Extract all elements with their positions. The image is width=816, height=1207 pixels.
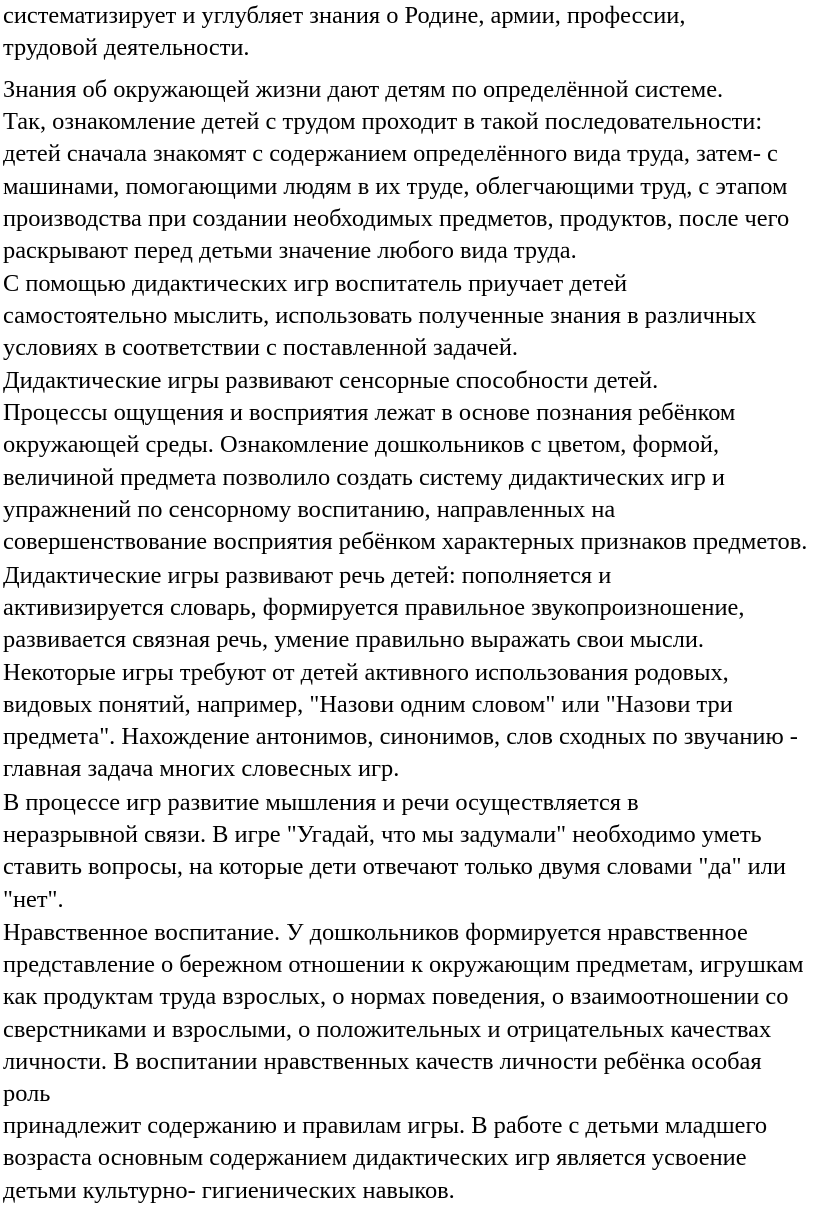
paragraph-thinking-and-speech: В процессе игр развитие мышления и речи осуществляется в неразрывной связи. В игре "Угадай, что мы задумали" необходимо уметь ставить вопросы, на которые дети отвечают только двумя словами "да" или "нет". bbox=[3, 789, 786, 913]
paragraph-speech-development: Дидактические игры развивают речь детей: пополняется и активизируется словарь, формируется правильное звукопроизношение, развивается связная речь, умение правильно выражать свои мысли. Некоторые игры требуют от детей активного использования родовых, видовых понятий, например, "Назови одним словом" или "Назови три предмета". Нахождение антонимов, синонимов, слов сходных по звучанию - главная задача многих словесных игр. bbox=[3, 562, 798, 783]
paragraph-labor-sequence: Знания об окружающей жизни дают детям по определённой системе. Так, ознакомление детей с трудом проходит в такой последовательности: детей сначала знакомят с содержанием определённого вида труда, затем- с машинами, помогающими людям в их труде, облегчающими труд, с этапом производства при создании необходимых предметов, продуктов, после чего раскрывают перед детьми значение любого вида труда. bbox=[3, 76, 790, 265]
paragraph-moral-education: Нравственное воспитание. У дошкольников формируется нравственное представление о бережном отношении к окружающим предметам, игрушкам как продуктам труда взрослых, о нормах поведения, о взаимоотношении со сверстниками и взрослыми, о положительных и отрицательных качествах личности. В воспитании нравственных качеств личности ребёнка особая роль принадлежит содержанию и правилам игры. В работе с детьми младшего возраста основным содержанием дидактических игр является усвоение детьми культурно- гигиенических навыков. bbox=[3, 919, 804, 1204]
paragraph-sensory-abilities: Дидактические игры развивают сенсорные способности детей. Процессы ощущения и восприятия лежат в основе познания ребёнком окружающей среды. Ознакомление дошкольников с цветом, формой, величиной предмета позволило создать систему дидактических игр и упражнений по сенсорному воспитанию, направленных на совершенствование восприятия ребёнком характерных признаков предметов. bbox=[3, 367, 808, 556]
paragraph-independent-thinking: С помощью дидактических игр воспитатель приучает детей самостоятельно мыслить, использовать полученные знания в различных условиях в соответствии с поставленной задачей. bbox=[3, 270, 757, 362]
paragraph-knowledge-topics: систематизирует и углубляет знания о Родине, армии, профессии, трудовой деятельности. bbox=[3, 2, 686, 62]
